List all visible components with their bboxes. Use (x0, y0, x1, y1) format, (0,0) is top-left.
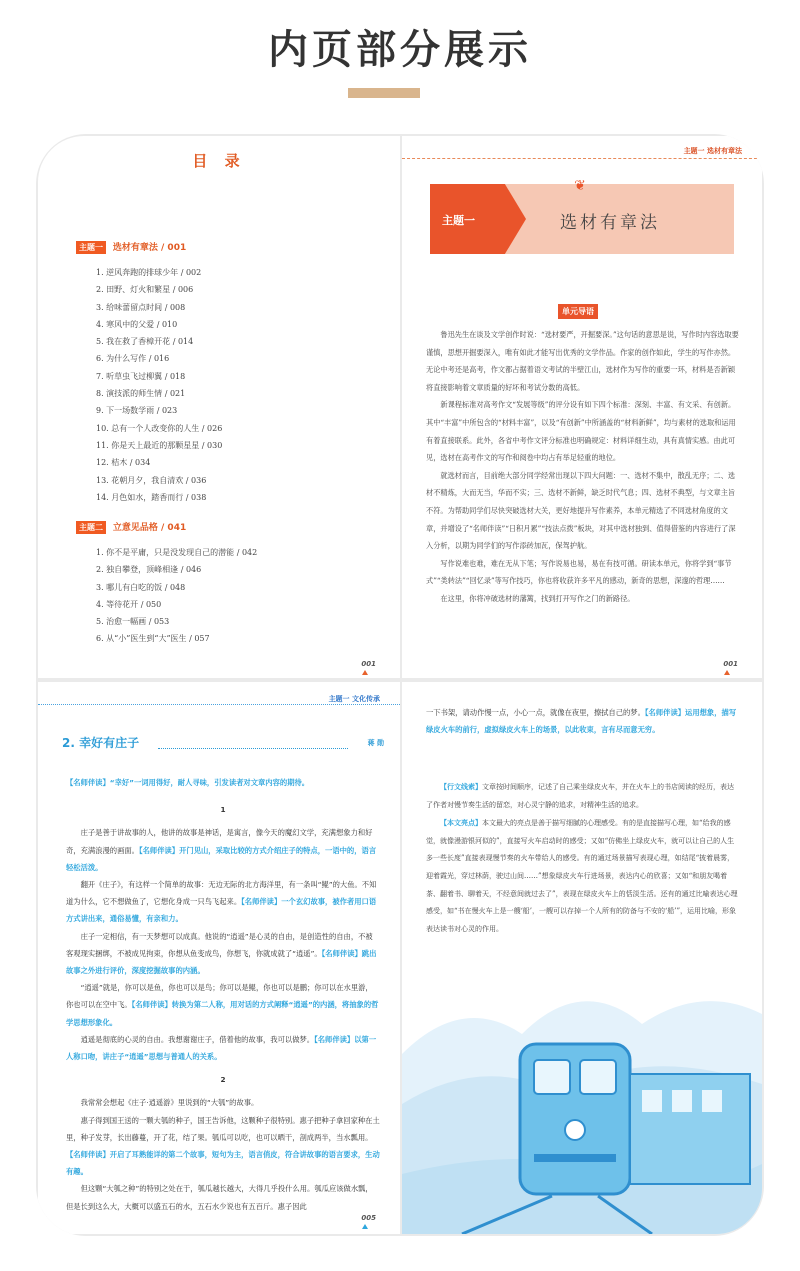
section-number: 1 (220, 805, 226, 815)
theme-tag: 主题二 (76, 521, 106, 534)
paragraph-text: 本文最大的亮点是善于描写细腻的心理感受。有的是直接描写心理，如“给我的感觉，就像漫游银河似的”，直接写火车启动时的感受；又如“仿佛坐上绿皮火车，就可以让自己的人生多一些长度”直接表现慢节奏的火车带给人的感受。有的通过场景描写表现心理，如结尾“披着晨雾，迎着霞光，穿过林荫，驶过山间……”想象绿皮火车行进场景，表达内心的欣喜；又如“和朋友喝着茶、翻着书、聊着天，不经意间就过去了”，表现在绿皮火车上的恬淡生活。还有的通过比喻表达心理感受，如“书在慢火车上是一艘‘船’，一艘可以存掉一个人所有的防备与不安的‘船’”，运用比喻，形象表达读书对心灵的作用。 (426, 819, 738, 933)
theme-name: 立意见品格 / 041 (112, 523, 187, 533)
scroll-emblem-icon: ❦ (574, 178, 586, 194)
toc-item[interactable]: 6. 为什么写作 / 016 (96, 354, 170, 364)
paragraph: 新课程标准对高考作文“发展等级”的评分设有如下四个标准：深刻、丰富、有文采、有创新。其中“丰富”中所包含的“材料丰富”，以及“有创新”中所涵盖的“材料新鲜”，均与素材的选取和运用有着直接联系。此外，各省中考作文评分标准也明确规定：材料详细生动，具有真情实感。由此可见，选材在高考作文的写作和阅卷中均占有举足轻重的地位。 (426, 400, 736, 463)
running-header: 主题一 选材有章法 (683, 147, 742, 155)
toc-page (38, 136, 400, 678)
toc-theme-two (76, 520, 186, 534)
reading-note: 【名师伴读】以第一人称口吻，讲庄子“逍遥”思想与普通人的关系。 (66, 1034, 377, 1062)
analysis-body (426, 778, 740, 938)
toc-item[interactable]: 8. 演技派的师生情 / 021 (96, 389, 186, 399)
theme-banner (430, 178, 734, 254)
unit-intro-tag: 单元导语 (558, 304, 598, 319)
paragraph (66, 979, 380, 1031)
toc-item[interactable]: 5. 治愈一幅画 / 053 (96, 617, 170, 627)
reading-note: 【名师伴读】跳出故事之外进行评价，深度挖掘故事的内涵。 (66, 948, 377, 976)
paragraph (66, 928, 380, 980)
paragraph (426, 778, 740, 814)
header-rule (38, 704, 400, 705)
paragraph-text: 庄子是善于讲故事的人，他讲的故事是神话，是寓言，像今天的魔幻文学，充满想象力和好奇，充满浪漫的画面。 (66, 828, 373, 855)
page-number: 001 (361, 660, 376, 668)
reading-note: 【名师伴读】转换为第二人称，用对话的方式阐释“逍遥”的内涵，将抽象的哲学思想形象化。 (66, 1000, 379, 1027)
essay-author: 蒋 勋 (367, 739, 384, 747)
toc-item[interactable]: 9. 下一场数学雨 / 023 (96, 406, 178, 416)
paragraph-text: 惠子得到国王送的一颗大瓠的种子，国王告诉他，这颗种子很特别。惠子把种子拿回家种在土里，种子发芽，长出藤蔓，开了花，结了果。瓠瓜可以吃，也可以晒干，剖成两半，当水瓢用。 (66, 1115, 380, 1142)
paragraph: 鲁迅先生在谈及文学创作时说：“选材要严，开掘要深。”这句话的意思是说，写作时内容选取要谨慎，思想开掘要深入，唯有如此才能写出优秀的文学作品。作家的创作如此，学生的写作亦然。无论中考还是高考，作文都占据着语文考试的半壁江山，选材作为写作的重要一环，材料是否新颖将直接影响着文章质量的好坏和考试分数的高低。 (426, 330, 739, 392)
toc-item[interactable]: 5. 我在救了香樟开花 / 014 (96, 337, 194, 347)
essay-page (38, 682, 400, 1234)
toc-list-theme-one (96, 264, 222, 506)
toc-item[interactable]: 12. 桔木 / 034 (96, 458, 151, 468)
paragraph-text: “逍遥”就是，你可以是鱼，你也可以是鸟；你可以是鲲，你也可以是鹏；你可以在水里游，你也可以在空中飞。 (66, 983, 373, 1010)
theme-name: 选材有章法 / 001 (112, 243, 187, 253)
theme-tag: 主题一 (76, 241, 106, 254)
toc-item[interactable]: 14. 月色如水，踏香而行 / 038 (96, 492, 207, 502)
toc-item[interactable]: 10. 总有一个人改变你的人生 / 026 (96, 423, 223, 433)
paragraph-text: 一下书架，请动作慢一点，小心一点，就像在夜里，擦拭自己的梦。 (426, 708, 645, 717)
toc-item[interactable]: 4. 等待花开 / 050 (96, 599, 162, 609)
paragraph-text: 庄子一定相信，有一天梦想可以成真。他说的“逍遥”是心灵的自由，是创造性的自由，不被客观现实捆绑，不被成见拘束，你想从鱼变成鸟，你想飞，你就成就了“逍遥”。 (66, 931, 373, 958)
toc-item[interactable]: 4. 寒风中的父爱 / 010 (96, 319, 178, 329)
section-tag: 【行文线索】 (440, 782, 482, 791)
reading-note: 【名师伴读】开启了耳熟能详的第二个故事，短句为主，语言俏皮，符合讲故事的语言要求，生动有趣。 (66, 1150, 380, 1177)
toc-item[interactable]: 1. 逆风奔跑的排球少年 / 002 (96, 268, 202, 277)
book-spread (36, 134, 764, 1236)
toc-item[interactable]: 11. 你是天上最近的那颗星星 / 030 (96, 440, 223, 450)
unit-intro-body (426, 326, 742, 608)
toc-item[interactable]: 2. 田野、灯火和繁星 / 006 (96, 285, 194, 295)
paragraph: 写作说难也难，难在无从下笔；写作说易也易，易在有技可循。研读本单元，你将学到“事节式”“类转法”“回忆录”等写作技巧，你也将收获许多平凡的感动，新奇的思想，深邃的哲理…… (426, 558, 732, 586)
reading-note: 【名师伴读】“幸好”一词用得好，耐人寻味，引发读者对文章内容的期待。 (66, 778, 310, 787)
reading-note: 【名师伴读】运用想象，描写绿皮火车的前行，虚拟绿皮火车上的场景，以此收束，言有尽而意无穷。 (426, 708, 737, 735)
toc-title: 目 录 (192, 152, 246, 170)
theme-opener-page (402, 136, 762, 678)
section-heading: 内页部分展示 (268, 27, 532, 73)
paragraph: 在这里，你将冲破选材的藩篱，找到打开写作之门的新路径。 (440, 593, 635, 603)
heading-underline (348, 88, 420, 98)
page-marker-icon (362, 1224, 368, 1229)
paragraph (66, 876, 380, 928)
toc-theme-one (76, 240, 186, 254)
toc-item[interactable]: 2. 独自攀登，顶峰相逢 / 046 (96, 565, 202, 575)
title-leader (158, 748, 348, 749)
train-illustration (402, 934, 762, 1234)
paragraph (66, 1031, 380, 1065)
reading-note: 【名师伴读】一个玄幻故事，被作者用口语方式讲出来，通俗易懂，有亲和力。 (66, 897, 377, 924)
paragraph: 但这颗“大瓠之种”的特别之处在于，瓠瓜越长越大，大得几乎投什么用。瓠瓜应该做水瓢，但是长到这么大，大概可以盛五石的水，五石水少说也有五百斤。惠子因此 (66, 1184, 373, 1211)
header-rule (402, 158, 762, 159)
paragraph: 我常常会想起《庄子·逍遥游》里说到的“大瓠”的故事。 (80, 1098, 259, 1108)
toc-item[interactable]: 6. 从“小”医生到“大”医生 / 057 (96, 634, 210, 644)
banner-title: 选材有章法 (560, 213, 660, 233)
section-tag: 【本文亮点】 (440, 818, 482, 828)
page-marker-icon (724, 670, 730, 675)
toc-item[interactable]: 3. 给味蕾留点时间 / 008 (96, 302, 186, 312)
paragraph (66, 824, 380, 876)
toc-item[interactable]: 1. 你不是平庸，只是没发现自己的潜能 / 042 (96, 548, 258, 557)
toc-item[interactable]: 13. 花朝月夕，我自清欢 / 036 (96, 475, 207, 485)
paragraph-text: 逍遥是彻底的心灵的自由。我想谢谢庄子，借着他的故事，我可以做梦。 (80, 1034, 315, 1044)
toc-item[interactable]: 3. 哪儿有白吃的饭 / 048 (96, 582, 186, 592)
paragraph (66, 1112, 380, 1181)
reading-note: 【名师伴读】开门见山，采取比较的方式介绍庄子的特点，一语中的，语言轻松活泼。 (66, 845, 377, 872)
page-marker-icon (362, 670, 368, 675)
paragraph: 就选材而言，目前绝大部分同学经常出现以下四大问题：一、选材不集中，散乱无序；二、选材不精炼，大而无当，华而不实；三、选材不新鲜，缺乏时代气息；四、选材不典型，与文章主旨不符。为帮助同学们尽快突破选材大关，更好地提升写作素养，本单元精选了不同选材角度的文章，并增设了“名师伴读”“日积月累”“技法点拨”板块，对其中选材独到、值得借鉴的内容进行了深入分析，以期为同学们的写作添砖加瓦，保驾护航。 (426, 470, 736, 551)
continued-text (426, 704, 740, 738)
toc-item[interactable]: 7. 听草虫飞过柳翼 / 018 (96, 371, 186, 381)
essay-body (66, 774, 380, 1215)
essay-title: 2. 幸好有庄子 (62, 736, 140, 750)
analysis-page (402, 682, 762, 1234)
page-number: 001 (723, 660, 738, 668)
paragraph-text: 翻开《庄子》，有这样一个简单的故事：无边无际的北方海洋里，有一条叫“鲲”的大鱼。不知道为什么，它不想做鱼了，它想化身成一只鸟飞起来。 (66, 880, 377, 907)
paragraph-text: 文章按时间顺序，记述了自己乘坐绿皮火车，并在火车上的书店阅读的经历，表达了作者对慢节奏生活的留恋，对心灵宁静的追求，对精神生活的追求。 (426, 783, 734, 809)
toc-list-theme-two (96, 544, 257, 648)
paragraph (426, 814, 740, 938)
running-header: 主题一 文化传承 (328, 695, 380, 703)
banner-tag: 主题一 (442, 214, 475, 227)
page-number: 005 (361, 1214, 376, 1222)
section-number: 2 (220, 1075, 226, 1085)
